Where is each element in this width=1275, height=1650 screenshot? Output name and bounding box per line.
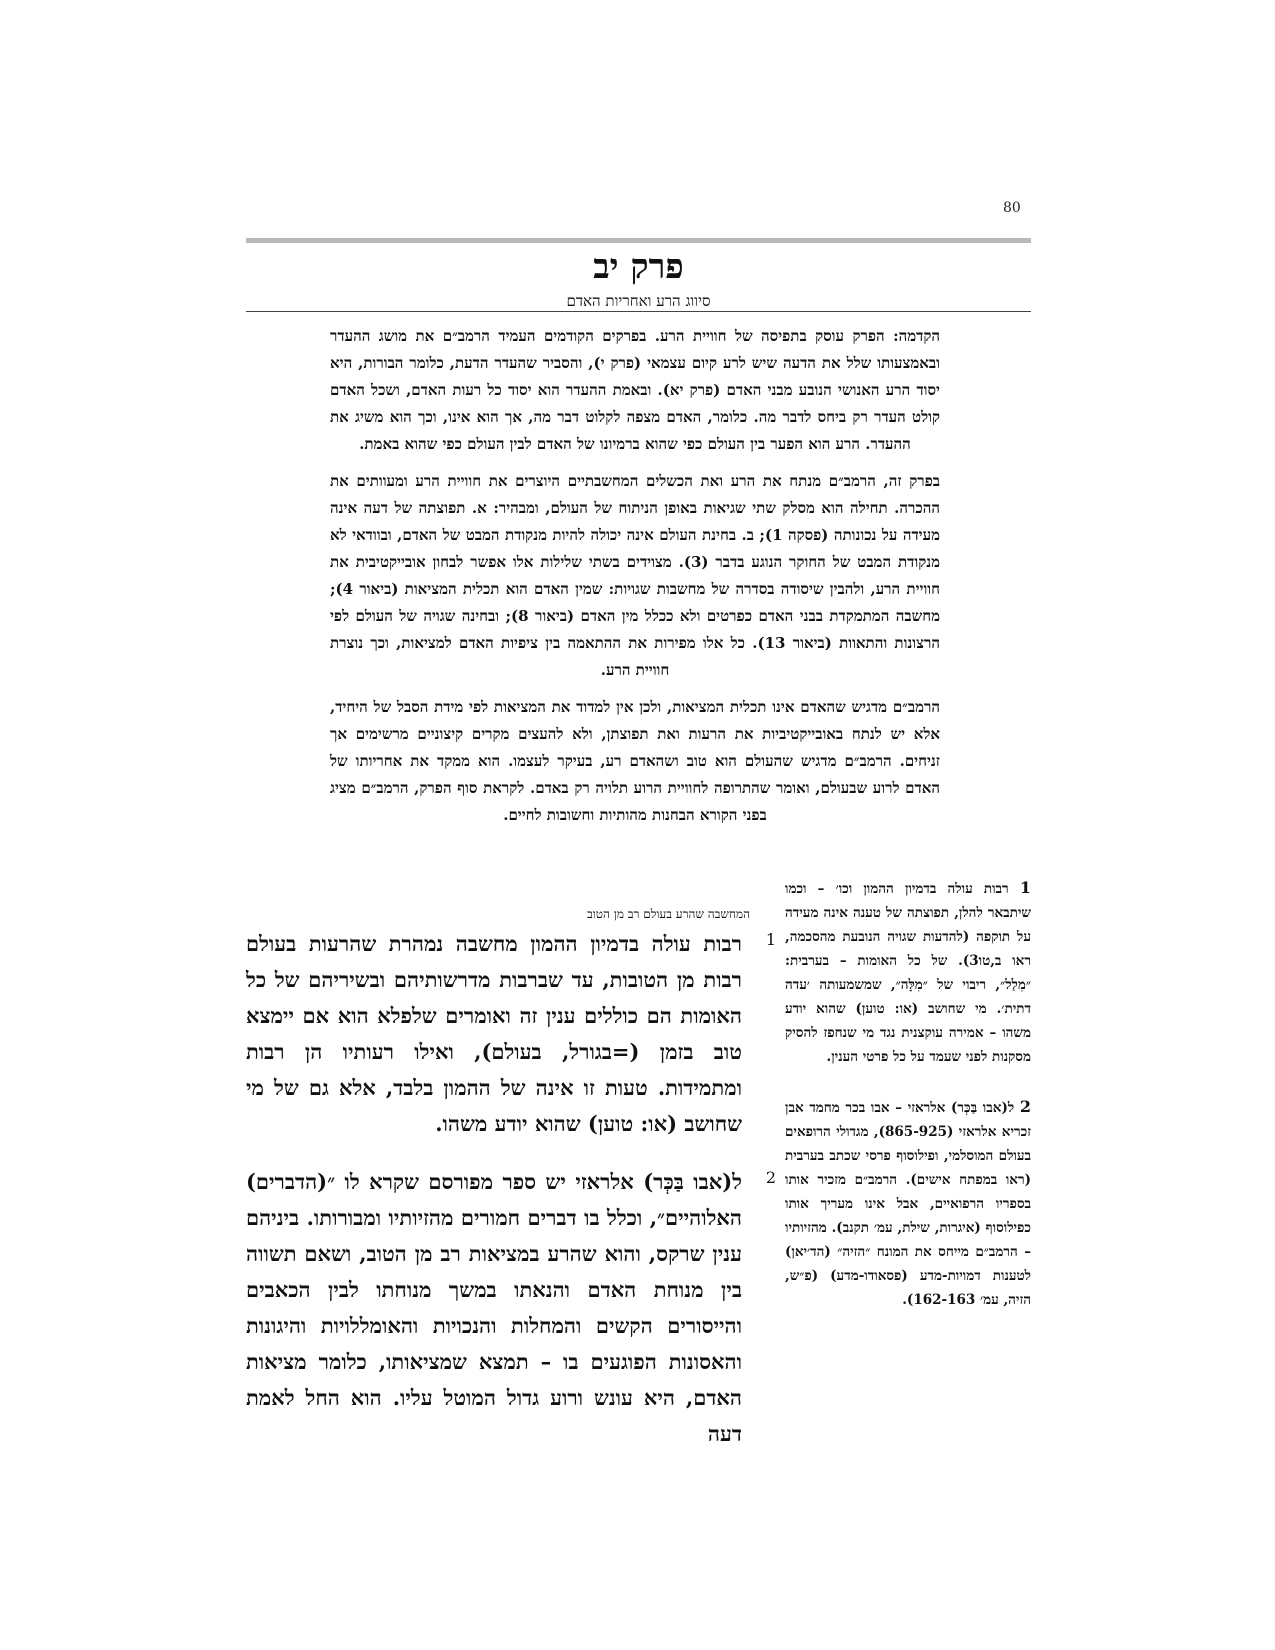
chapter-introduction bbox=[330, 323, 940, 839]
page-number: 80 bbox=[1003, 200, 1021, 216]
note-text: רבות עולה בדמיון ההמון וכו׳ – וכמו שיתבאר להלן, תפוצתה של טענה אינה מעידה על תוקפה (להדעות שגויה הנובעת מהסכמה, ראו ב,טו3). של כל האומות – בערבית: ״מִלַל״, ריבוי של ״מִלָּה״, שמשמעותה ׳עדה דתית׳. מי שחושב (או: טוען) שהוא יודע משהו – אמירה עוקצנית נגד מי שנחפז להסיק מסקנות לפני שעמד על כל פרטי הענין. bbox=[785, 881, 1031, 1065]
main-paragraph bbox=[246, 926, 776, 1142]
intro-paragraph: בפרק זה, הרמב״ם מנתח את הרע ואת הכשלים המחשבתיים היוצרים את חוויית הרע ומעוותים את ההכרה. תחילה הוא מסלק שתי שגיאות באופן הניתוח של העולם, ומבהיר: א. תפוצתה של דעה אינה מעידה על נכונותה (פסקה 1); ב. בחינת העולם אינה יכולה להיות מנקודת המבט של האדם, ובוודאי לא מנקודת המבט של החוקר הנוגע בדבר (3). מצוידים בשתי שלילות אלו אפשר לבחון אובייקטיבית את חוויית הרע, ולהבין שיסודה בסדרה של מחשבות שגויות: שמין האדם הוא תכלית המציאות (ביאור 4); מחשבה המתמקדת בבני האדם כפרטים ולא ככלל מין האדם (ביאור 8); ובחינה שגויה של העולם לפי הרצונות והתאוות (ביאור 13). כל אלו מפירות את ההתאמה בין ציפיות האדם למציאות, וכך נוצרת חוויית הרע. bbox=[330, 472, 940, 679]
paragraph-text: ל(אבו בַּכְּר) אלראזי יש ספר מפורסם שקרא לו ״(הדברים) האלוהיים״, וכלל בו דברים חמורים מהזיותיו ומבורותו. ביניהם ענין שרקס, והוא שהרע במציאות רב מן הטוב, ושאם תשווה בין מנוחת האדם והנאתו במשך מנוחתו לבין הכאבים והייסורים הקשים והמחלות והנכויות והאומללויות והיגונות והאסונות הפוגעים בו – תמצא שמציאותו, כלומר מציאות האדם, היא עונש ורוע גדול המוטל עליו. הוא החל לאמת דעה bbox=[246, 1169, 742, 1446]
paragraph-number: 2 bbox=[765, 1168, 776, 1187]
main-paragraph bbox=[246, 1164, 776, 1452]
commentary-note bbox=[785, 876, 1031, 1069]
commentary-note bbox=[785, 1095, 1031, 1312]
intro-paragraph: הקדמה: הפרק עוסק בתפיסה של חוויית הרע. בפרקים הקודמים העמיד הרמב״ם את מושג ההעדר ובאמצעותו שלל את הדעה שיש לרע קיום עצמאי (פרק י), והסביר שהעדר הדעת, כלומר הבורות, היא יסוד הרע האנושי הנובע מבני האדם (פרק יא). ובאמת ההעדר הוא יסוד כל רעות האדם, ושכל האדם קולט העדר רק ביחס לדבר מה. כלומר, האדם מצפה לקלוט דבר מה, אך הוא אינו, וכך הוא משיג את ההעדר. הרע הוא הפער בין העולם כפי שהוא ברמיונו של האדם לבין העולם כפי שהוא באמת. bbox=[330, 327, 940, 453]
chapter-title: פרק יב bbox=[593, 247, 684, 287]
section-title: המחשבה שהרע בעולם רב מן הטוב bbox=[586, 907, 750, 921]
chapter-subtitle: סיווג הרע ואחריות האדם bbox=[566, 292, 711, 310]
commentary-column bbox=[785, 876, 1031, 1338]
note-number: 2 bbox=[1019, 1097, 1031, 1116]
intro-paragraph: הרמב״ם מדגיש שהאדם אינו תכלית המציאות, ולכן אין למדוד את המציאות לפי מידת הסבל של היחיד, אלא יש לנתח באובייקטיביות את הרעות ואת תפוצתן, ולא להעצים מקרים קיצוניים מרשימים אך זניחים. הרמב״ם מדגיש שהעולם הוא טוב ושהאדם רע, בעיקר לעצמו. הוא ממקד את אחריותו של האדם לרוע שבעולם, ואומר שהתרופה לחוויית הרוע תלויה רק באדם. לקראת סוף הפרק, הרמב״ם מציג בפני הקורא הבחנות מהותיות וחשובות לחיים. bbox=[330, 698, 940, 824]
paragraph-number: 1 bbox=[765, 930, 776, 949]
subtitle-rule bbox=[246, 311, 1031, 312]
note-number: 1 bbox=[1019, 878, 1032, 897]
main-text-column bbox=[246, 926, 776, 1474]
paragraph-text: רבות עולה בדמיון ההמון מחשבה נמהרת שהרעות בעולם רבות מן הטובות, עד שברבות מדרשותיהם ובשיריהם של כל האומות הם כוללים ענין זה ואומרים שלפלא הוא אם יימצא טוב בזמן (=בגורל, בעולם), ואילו רעותיו הן רבות ומתמידות. טעות זו אינה של ההמון בלבד, אלא גם של מי שחושב (או: טוען) שהוא יודע משהו. bbox=[246, 931, 742, 1136]
top-rule bbox=[246, 238, 1031, 243]
note-text: ל(אבו בַּכְּר) אלראזי – אבו בכר מחמד אבן זכריא אלראזי (865-925), מגדולי הרופאים בעולם המוסלמי, ופילוסוף פרסי שכתב בערבית (ראו במפתח אישים). הרמב״ם מזכיר אותו בספריו הרפואיים, אבל אינו מעריך אותו כפילוסוף (איגרות, שילת, עמ׳ תקנב). מהזיותיו – הרמב״ם מייחס את המונח ״הזיה״ (הד׳יאן) לטענות דמויות-מדע (פסאודו-מדע) (פ״ש, הזיה, עמ׳ 162-163). bbox=[785, 1100, 1031, 1308]
